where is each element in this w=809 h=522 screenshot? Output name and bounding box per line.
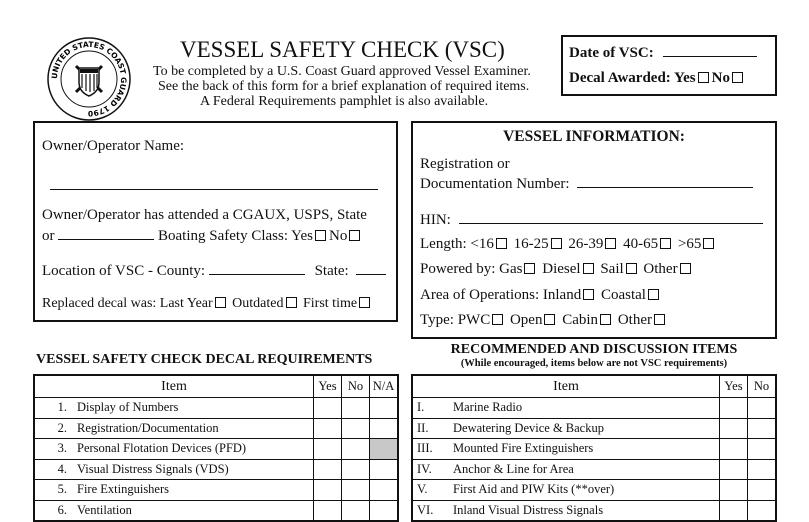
- row-number: 2.: [34, 418, 73, 439]
- class-no-label: No: [329, 228, 348, 244]
- decal-col-item: Item: [34, 375, 314, 398]
- power-diesel: Diesel: [542, 261, 581, 277]
- class-no-checkbox[interactable]: [349, 230, 360, 241]
- yes-cell[interactable]: [314, 480, 342, 501]
- no-cell[interactable]: [748, 398, 777, 419]
- row-label: Marine Radio: [449, 398, 720, 419]
- class-yes-checkbox[interactable]: [315, 230, 326, 241]
- no-cell[interactable]: [342, 398, 370, 419]
- table-row: [34, 398, 398, 419]
- seal-text: UNITED STATES COAST GUARD 1790: [49, 39, 129, 119]
- location-county-label: Location of VSC - County:: [42, 263, 206, 279]
- decal-no-checkbox[interactable]: [732, 72, 743, 83]
- length-16-25-checkbox[interactable]: [551, 238, 562, 249]
- decal-yes-checkbox[interactable]: [698, 72, 709, 83]
- recommended-subheading: (While encouraged, items below are not VSC requirements): [460, 358, 728, 369]
- outdated-label: Outdated: [232, 296, 284, 311]
- na-cell-shaded: [370, 439, 399, 460]
- table-row: [412, 500, 776, 521]
- type-other-checkbox[interactable]: [654, 314, 665, 325]
- power-other-checkbox[interactable]: [680, 263, 691, 274]
- row-number: 3.: [34, 439, 73, 460]
- recommended-items-table: [411, 374, 777, 522]
- yes-cell[interactable]: [314, 459, 342, 480]
- row-label: Dewatering Device & Backup: [449, 418, 720, 439]
- row-number: IV.: [412, 459, 449, 480]
- area-label: Area of Operations:: [420, 287, 540, 303]
- row-number: V.: [412, 480, 449, 501]
- state-label: State:: [314, 263, 349, 279]
- power-other: Other: [643, 261, 678, 277]
- recommended-col-no: No: [748, 375, 777, 398]
- length-under-16-checkbox[interactable]: [496, 238, 507, 249]
- form-subtitle-1: To be completed by a U.S. Coast Guard approved Vessel Examiner.: [153, 64, 531, 79]
- hin-label: HIN:: [420, 212, 451, 228]
- yes-cell[interactable]: [314, 398, 342, 419]
- yes-cell[interactable]: [720, 459, 748, 480]
- form-subtitle-3: A Federal Requirements pamphlet is also available.: [200, 94, 489, 109]
- outdated-checkbox[interactable]: [286, 297, 297, 308]
- row-number: II.: [412, 418, 449, 439]
- no-cell[interactable]: [342, 500, 370, 521]
- area-coastal: Coastal: [600, 287, 646, 303]
- table-row: [412, 459, 776, 480]
- no-cell[interactable]: [342, 418, 370, 439]
- registration-label-2: Documentation Number:: [420, 176, 570, 192]
- date-label: Date of VSC:: [569, 45, 654, 61]
- decal-requirements-heading: VESSEL SAFETY CHECK DECAL REQUIREMENTS: [36, 352, 373, 367]
- table-row: [34, 500, 398, 521]
- row-label: Mounted Fire Extinguishers: [449, 439, 720, 460]
- no-cell[interactable]: [342, 439, 370, 460]
- no-cell[interactable]: [342, 459, 370, 480]
- table-row: [412, 480, 776, 501]
- decal-requirements-table: [33, 374, 399, 522]
- table-row: [412, 398, 776, 419]
- decal-col-na: N/A: [370, 375, 399, 398]
- table-row: [34, 480, 398, 501]
- row-label: Display of Numbers: [73, 398, 314, 419]
- class-attended-line-1: Owner/Operator has attended a CGAUX, USPS, State: [42, 207, 367, 223]
- type-pwc: PWC: [457, 312, 491, 328]
- vessel-info-box: [411, 121, 777, 339]
- vessel-info-heading: VESSEL INFORMATION:: [503, 128, 685, 145]
- row-label: Inland Visual Distress Signals: [449, 500, 720, 521]
- class-attended-label: Boating Safety Class: Yes: [158, 228, 314, 244]
- power-gas: Gas: [499, 261, 523, 277]
- state-field[interactable]: [356, 262, 386, 275]
- type-label: Type:: [420, 312, 454, 328]
- no-cell[interactable]: [748, 459, 777, 480]
- type-other: Other: [617, 312, 652, 328]
- row-number: 1.: [34, 398, 73, 419]
- type-pwc-checkbox[interactable]: [492, 314, 503, 325]
- powered-by-label: Powered by:: [420, 261, 496, 277]
- area-inland: Inland: [542, 287, 582, 303]
- row-number: 5.: [34, 480, 73, 501]
- table-row: [412, 439, 776, 460]
- class-other-field[interactable]: [58, 227, 154, 240]
- length-40-65: 40-65: [623, 236, 659, 252]
- class-attended-or: or: [42, 228, 55, 244]
- power-diesel-checkbox[interactable]: [583, 263, 594, 274]
- recommended-col-yes: Yes: [720, 375, 748, 398]
- replaced-decal-label: Replaced decal was: Last Year: [42, 296, 213, 311]
- no-cell[interactable]: [748, 500, 777, 521]
- length-label: Length: <16: [420, 236, 494, 252]
- type-cabin-checkbox[interactable]: [600, 314, 611, 325]
- county-field[interactable]: [209, 262, 305, 275]
- area-inland-checkbox[interactable]: [583, 289, 594, 300]
- table-row: [412, 418, 776, 439]
- decal-no-label: No: [711, 70, 730, 86]
- row-number: 6.: [34, 500, 73, 521]
- first-time-label: First time: [303, 296, 358, 311]
- row-label: Personal Flotation Devices (PFD): [73, 439, 314, 460]
- yes-cell[interactable]: [720, 398, 748, 419]
- table-row: [34, 439, 398, 460]
- length-26-39: 26-39: [568, 236, 604, 252]
- coast-guard-seal: [46, 36, 132, 122]
- owner-info-box: [33, 121, 398, 322]
- power-gas-checkbox[interactable]: [524, 263, 535, 274]
- registration-field[interactable]: [577, 175, 753, 188]
- power-sail: Sail: [600, 261, 624, 277]
- yes-cell[interactable]: [314, 418, 342, 439]
- na-cell[interactable]: [370, 459, 399, 480]
- length-over-65: >65: [677, 236, 702, 252]
- recommended-col-item: Item: [412, 375, 720, 398]
- na-cell[interactable]: [370, 398, 399, 419]
- no-cell[interactable]: [748, 480, 777, 501]
- date-decal-box: [561, 35, 777, 96]
- yes-cell[interactable]: [314, 500, 342, 521]
- yes-cell[interactable]: [720, 439, 748, 460]
- type-cabin: Cabin: [562, 312, 599, 328]
- decal-awarded-label: Decal Awarded: Yes: [569, 70, 696, 86]
- row-label: Anchor & Line for Area: [449, 459, 720, 480]
- registration-label-1: Registration or: [420, 156, 510, 172]
- recommended-heading: RECOMMENDED AND DISCUSSION ITEMS: [450, 342, 738, 357]
- length-over-65-checkbox[interactable]: [703, 238, 714, 249]
- form-title: VESSEL SAFETY CHECK (VSC): [180, 37, 505, 62]
- yes-cell[interactable]: [720, 418, 748, 439]
- na-cell[interactable]: [370, 500, 399, 521]
- length-40-65-checkbox[interactable]: [660, 238, 671, 249]
- table-row: [34, 418, 398, 439]
- type-open: Open: [509, 312, 543, 328]
- na-cell[interactable]: [370, 418, 399, 439]
- no-cell[interactable]: [342, 480, 370, 501]
- row-label: Fire Extinguishers: [73, 480, 314, 501]
- date-field[interactable]: [663, 44, 757, 57]
- hin-field[interactable]: [459, 211, 763, 224]
- yes-cell[interactable]: [314, 439, 342, 460]
- yes-cell[interactable]: [720, 500, 748, 521]
- owner-name-label: Owner/Operator Name:: [42, 138, 185, 154]
- row-number: VI.: [412, 500, 449, 521]
- table-row: [34, 459, 398, 480]
- row-label: Visual Distress Signals (VDS): [73, 459, 314, 480]
- decal-col-yes: Yes: [314, 375, 342, 398]
- length-16-25: 16-25: [513, 236, 549, 252]
- length-26-39-checkbox[interactable]: [605, 238, 616, 249]
- no-cell[interactable]: [748, 439, 777, 460]
- first-time-checkbox[interactable]: [359, 297, 370, 308]
- type-open-checkbox[interactable]: [544, 314, 555, 325]
- power-sail-checkbox[interactable]: [626, 263, 637, 274]
- row-label: First Aid and PIW Kits (**over): [449, 480, 720, 501]
- area-coastal-checkbox[interactable]: [648, 289, 659, 300]
- no-cell[interactable]: [748, 418, 777, 439]
- row-label: Ventilation: [73, 500, 314, 521]
- decal-col-no: No: [342, 375, 370, 398]
- row-number: III.: [412, 439, 449, 460]
- row-number: I.: [412, 398, 449, 419]
- row-label: Registration/Documentation: [73, 418, 314, 439]
- na-cell[interactable]: [370, 480, 399, 501]
- form-subtitle-2: See the back of this form for a brief explanation of required items.: [158, 79, 530, 94]
- yes-cell[interactable]: [720, 480, 748, 501]
- owner-name-field[interactable]: [50, 189, 378, 190]
- row-number: 4.: [34, 459, 73, 480]
- last-year-checkbox[interactable]: [215, 297, 226, 308]
